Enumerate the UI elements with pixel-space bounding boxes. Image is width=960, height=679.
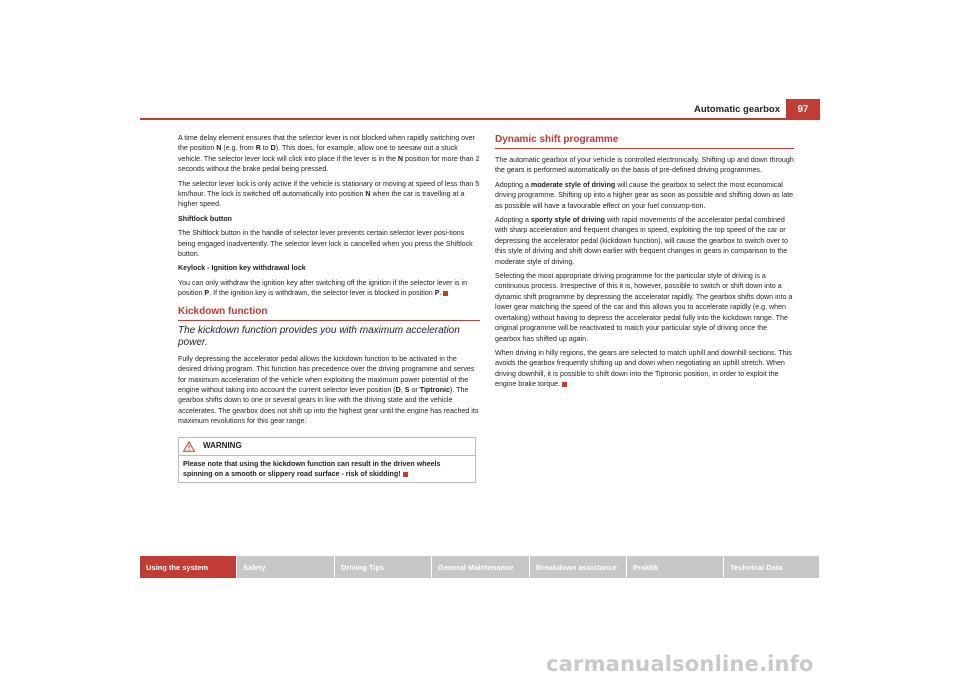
warning-title: WARNING xyxy=(203,440,242,450)
text-run: . xyxy=(439,289,442,298)
paragraph-hilly-regions-text: When driving in hilly regions, the gears are selected to match uphill and downhill sections. This avoids the gearbox frequently shifting up and down when negotiating an uphill stretch. When driving downhill, it is possible to shift down into the Tiptronic position, in order to exploit the engine brake torque. xyxy=(495,348,792,389)
warning-header xyxy=(179,438,475,456)
text-run: You can only withdraw the ignition key after switching off the ignition if the selector lever is in position xyxy=(178,278,468,298)
page-header-title: Automatic gearbox xyxy=(693,104,780,115)
text-run: (e.g. from xyxy=(221,144,256,153)
text-run: position for more than 2 seconds without the brake pedal being pressed. xyxy=(178,154,480,174)
text-run: Fully depressing the accelerator pedal allows the kickdown function to be activated in the desired driving program. This function has precedence over the driving programme and serves for maximum acceleration of the vehicle when exploiting the maximum power potential of the engine without taking into account the current selector lever position ( xyxy=(178,354,475,394)
text-run: . If the ignition key is withdrawn, the selector lever is blocked in position xyxy=(209,289,435,298)
paragraph-hilly-regions xyxy=(495,348,794,390)
kickdown-text xyxy=(178,354,480,427)
bold-text: N xyxy=(365,190,371,199)
bold-text: D xyxy=(395,385,401,394)
text-run: when the car is travelling at a higher speed. xyxy=(178,190,465,209)
end-marker-icon xyxy=(443,291,448,296)
nav-tab-breakdown-assistance[interactable]: Breakdown assistance xyxy=(530,556,627,578)
paragraph-lock-speed xyxy=(178,179,480,210)
warning-text xyxy=(179,456,475,480)
bold-text: D xyxy=(270,144,276,153)
text-run: ). The gearbox shifts down to one or several gears in line with the driving state and the vehicle accelerates. The gearbox does not shift up into the highest gear until the engine has reached its maximum revolutions for this gear range. xyxy=(178,385,479,426)
paragraph-electronic-control: The automatic gearbox of your vehicle is controlled electronically. Shifting up and down through the gears is performed automatically on the basis of pre-defined driving programmes. xyxy=(495,156,794,175)
text-run: , xyxy=(400,385,405,394)
dynamic-shift-heading: Dynamic shift programme xyxy=(495,133,794,149)
left-column xyxy=(178,133,480,483)
keylock-text xyxy=(178,278,480,299)
nav-tab-praktik[interactable]: Praktik xyxy=(627,556,724,578)
paragraph-selection-process: Selecting the most appropriate driving programme for the particular style of driving is a continuous process. Irrespective of this it is, however, possible to switch or shift down into a dynamic shift programme by depressing the accelerator rapidly. The gearbox shifts down into a lower gear matching the speed of the car and this allows you to accelerate rapidly (e.g. when overtaking) without having to depress the accelerator pedal fully into the kickdown range. The original programme will be reactivated to match your particular style of driving once the gearbox has shifted up again. xyxy=(495,272,793,343)
paragraph-moderate-style xyxy=(495,180,794,211)
nav-tab-safety[interactable]: Safety xyxy=(237,556,335,578)
nav-tab-general-maintenance[interactable]: General Maintenance xyxy=(432,556,530,578)
text-run: will cause the gearbox to select the most economical driving programme. Shifting up into a higher gear as soon as possible and shifting down as late as possible will have a favourable effect on your fuel consump-tion. xyxy=(495,180,794,210)
text-run: Adopting a xyxy=(495,216,531,225)
bold-text: sporty style of driving xyxy=(530,216,606,225)
text-run: or xyxy=(409,385,420,394)
bold-text: S xyxy=(404,385,410,394)
warning-text-content: Please note that using the kickdown function can result in the driven wheels spinning on a smooth or slippery road surface - risk of skidding! xyxy=(183,459,441,478)
shiftlock-heading: Shiftlock button xyxy=(178,214,232,223)
bold-text: P xyxy=(204,289,210,298)
header-rule xyxy=(140,118,820,120)
text-run: Adopting a xyxy=(495,180,531,189)
page-number: 97 xyxy=(786,99,820,120)
bold-text: moderate style of driving xyxy=(530,180,616,189)
warning-box xyxy=(178,437,476,484)
bold-text: P xyxy=(434,289,440,298)
text-run: with rapid movements of the accelerator pedal combined with sharp acceleration and frequent changes in speed, exploiting the top speed of the car or depressing the accelerator pedal (kickdown function), will cause the gearbox to switch over to this style of driving and shift down earlier with frequent changes in gears in comparison to the moderate style of driving. xyxy=(495,216,788,266)
keylock-heading: Keylock - Ignition key withdrawal lock xyxy=(178,264,306,273)
paragraph-sporty-style xyxy=(495,215,794,267)
right-column xyxy=(495,133,794,394)
kickdown-heading: Kickdown function xyxy=(178,305,480,321)
end-marker-icon xyxy=(403,472,408,477)
watermark: carmanualsonline.info xyxy=(546,652,814,676)
bold-text: N xyxy=(216,144,222,153)
warning-triangle-icon xyxy=(183,441,195,452)
end-marker-icon xyxy=(562,382,567,387)
text-run: ). This does, for example, allow one to seesaw out a stuck vehicle. The selector lever lock will click into place if the lever is in the xyxy=(178,144,458,163)
text-run: to xyxy=(260,144,271,153)
text-run: The selector lever lock is only active if the vehicle is stationary or moving at speed of less than 5 km/hour. The lock is switched off automatically into position xyxy=(178,179,480,199)
kickdown-intro: The kickdown function provides you with maximum acceleration power. xyxy=(178,324,460,349)
paragraph-time-delay xyxy=(178,133,480,175)
nav-tab-using-the-system[interactable]: Using the system xyxy=(140,556,237,578)
chapter-navigation xyxy=(140,556,820,578)
bold-text: Tiptronic xyxy=(419,385,450,394)
shiftlock-text: The Shiftlock button in the handle of selector lever prevents certain selector lever posi-tions being engaged inadvertently. The selector lever lock is cancelled when you press the Shiftlock button. xyxy=(178,229,473,259)
nav-tab-driving-tips[interactable]: Driving Tips xyxy=(335,556,432,578)
bold-text: R xyxy=(255,144,261,153)
bold-text: N xyxy=(397,154,403,163)
nav-tab-technical-data[interactable]: Technical Data xyxy=(724,556,820,578)
text-run: A time delay element ensures that the selector lever is not blocked when rapidly switching over the position xyxy=(178,134,475,153)
